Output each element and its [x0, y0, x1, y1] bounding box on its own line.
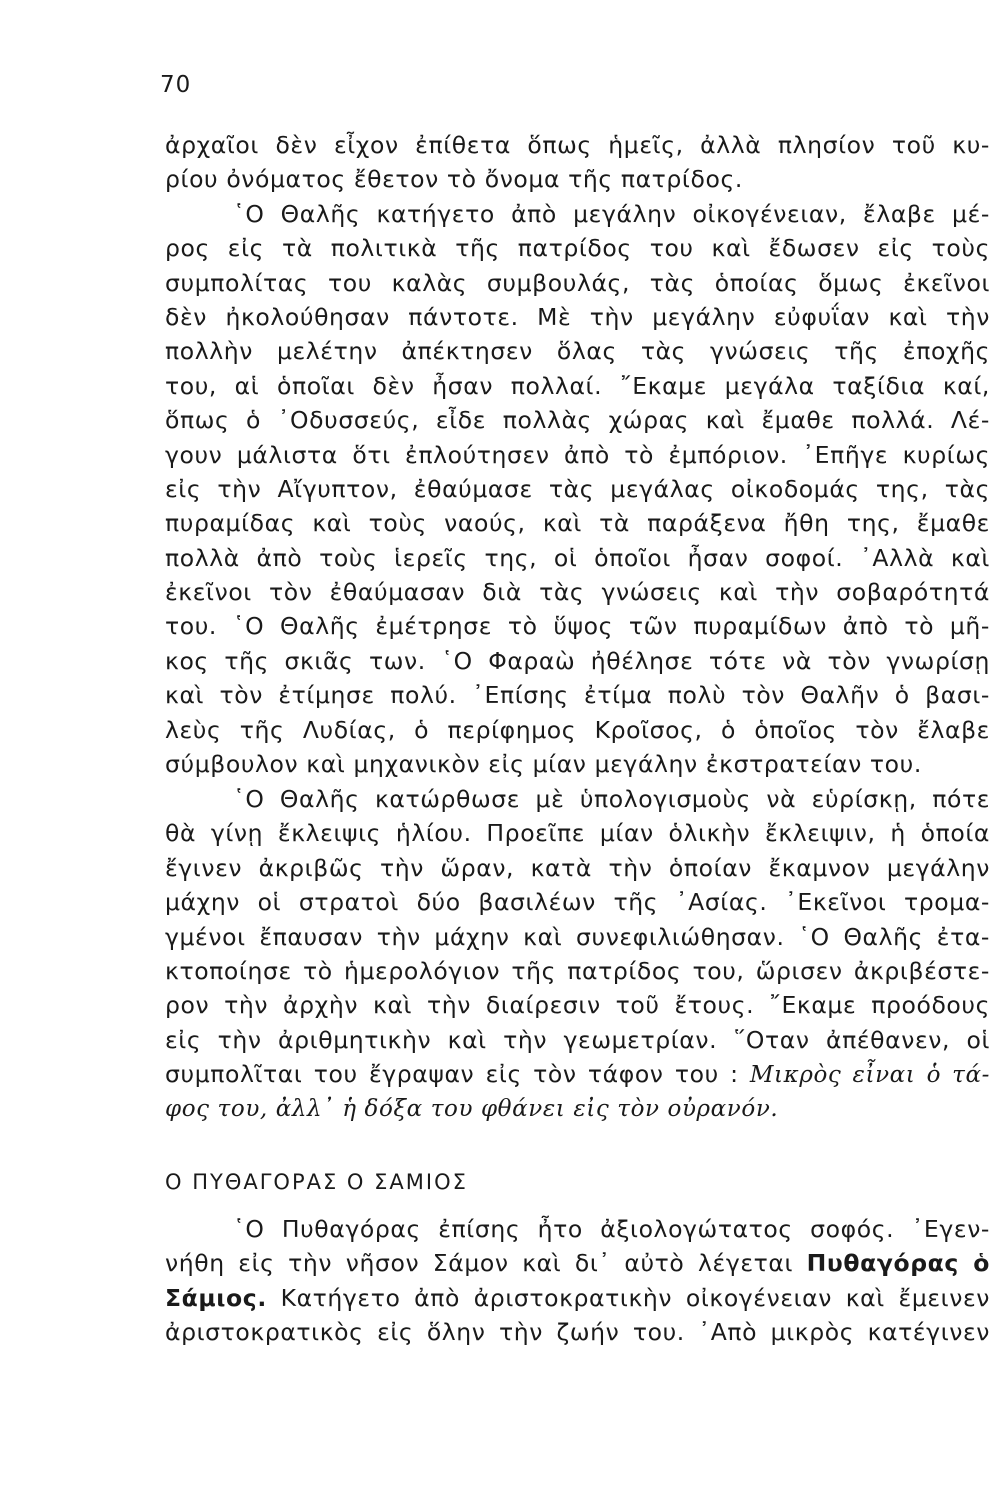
text-line: ῾Ο Πυθαγόρας ἐπίσης ἦτο ἀξιολογώτατος σοφός. ᾿Εγεν-	[233, 1215, 990, 1243]
text-line: ῾Ο Θαλῆς κατήγετο ἀπὸ μεγάλην οἰκογένειαν, ἔλαβε μέ-	[233, 199, 990, 228]
page-number: 70	[160, 72, 192, 98]
text-line: ἐκεῖνοι τὸν ἐθαύμασαν διὰ τὰς γνώσεις καὶ τὴν σοβαρότητά	[165, 578, 990, 607]
text-line: ῾Ο Θαλῆς κατώρθωσε μὲ ὑπολογισμοὺς νὰ εὑρίσκῃ, πότε	[233, 785, 990, 813]
text-line: ὅπως ὁ ᾿Οδυσσεύς, εἶδε πολλὰς χώρας καὶ ἔμαθε πολλά. Λέ-	[165, 406, 990, 435]
text-line	[165, 1057, 990, 1091]
bold-name: Πυθαγόρας ὁ	[806, 1249, 991, 1278]
text-line: ἀρχαῖοι δὲν εἶχον ἐπίθετα ὅπως ἡμεῖς, ἀλλὰ πλησίον τοῦ κυ-	[165, 131, 990, 159]
text-line: πολλὰ ἀπὸ τοὺς ἱερεῖς της, οἱ ὁποῖοι ἦσαν σοφοί. ᾿Αλλὰ καὶ	[165, 543, 990, 572]
text-line: του, αἱ ὁποῖαι δὲν ἦσαν πολλαί. ῎Εκαμε μεγάλα ταξίδια καί,	[165, 371, 990, 400]
paragraph-pythagoras	[165, 1212, 990, 1350]
text-line: κος τῆς σκιᾶς των. ῾Ο Φαραὼ ἠθέλησε τότε νὰ τὸν γνωρίσῃ	[165, 646, 990, 675]
epitaph-text: Μικρὸς εἶναι ὁ τά-	[749, 1062, 990, 1089]
text-line: λεὺς τῆς Λυδίας, ὁ περίφημος Κροῖσος, ὁ ὁποῖος τὸν ἔλαβε	[165, 715, 990, 744]
bold-name: Σάμιος.	[165, 1283, 267, 1312]
text-line: μάχην οἱ στρατοὶ δύο βασιλέων τῆς ᾿Ασίας. ᾿Εκεῖνοι τρομα-	[165, 888, 990, 917]
text-line: πολλὴν μελέτην ἀπέκτησεν ὅλας τὰς γνώσεις τῆς ἐποχῆς	[165, 337, 990, 366]
text-line: γουν μάλιστα ὅτι ἐπλούτησεν ἀπὸ τὸ ἐμπόριον. ᾿Επῆγε κυρίως	[165, 440, 990, 469]
text-line: εἰς τὴν Αἴγυπτον, ἐθαύμασε τὰς μεγάλας οἰκοδομάς της, τὰς	[165, 474, 990, 503]
text-line: εἰς τὴν ἀριθμητικὴν καὶ τὴν γεωμετρίαν. ῞Οταν ἀπέθανεν, οἱ	[165, 1025, 990, 1054]
section-heading: Ο ΠΥΘΑΓΟΡΑΣ Ο ΣΑΜΙΟΣ	[165, 1170, 468, 1194]
text-line: του. ῾Ο Θαλῆς ἐμέτρησε τὸ ὕψος τῶν πυραμίδων ἀπὸ τὸ μῆ-	[165, 612, 990, 641]
text-line: συμπολίτας του καλὰς συμβουλάς, τὰς ὁποίας ὅμως ἐκεῖνοι	[165, 268, 990, 297]
text-line: ἀριστοκρατικὸς εἰς ὅλην τὴν ζωήν του. ᾿Απὸ μικρὸς κατέγινεν	[165, 1318, 990, 1347]
paragraph-eclipse	[165, 782, 990, 1126]
text-line: θὰ γίνῃ ἔκλειψις ἡλίου. Προεῖπε μίαν ὁλικὴν ἔκλειψιν, ἡ ὁποία	[165, 819, 990, 848]
text-line: δὲν ἠκολούθησαν πάντοτε. Μὲ τὴν μεγάλην εὐφυΐαν καὶ τὴν	[165, 302, 990, 331]
text-line: ρίου ὀνόματος ἔθετον τὸ ὄνομα τῆς πατρίδος.	[165, 165, 743, 194]
text-line: καὶ τὸν ἐτίμησε πολύ. ᾿Επίσης ἐτίμα πολὺ τὸν Θαλῆν ὁ βασι-	[165, 681, 990, 710]
text-line: ἔγινεν ἀκριβῶς τὴν ὥραν, κατὰ τὴν ὁποίαν ἔκαμνον μεγάλην	[165, 853, 990, 882]
paragraph-origins	[165, 128, 990, 781]
text-line: κτοποίησε τὸ ἡμερολόγιον τῆς πατρίδος του, ὥρισεν ἀκριβέστε-	[165, 956, 990, 985]
text-line-start: συμπολῖται του ἔγραψαν εἰς τὸν τάφον του :	[165, 1060, 750, 1089]
text-line: ρος εἰς τὰ πολιτικὰ τῆς πατρίδος του καὶ ἔδωσεν εἰς τοὺς	[165, 234, 990, 263]
epitaph-text: φος του, ἀλλ᾿ ἡ δόξα του φθάνει εἰς τὸν οὐρανόν.	[165, 1095, 779, 1122]
text-line	[165, 1281, 990, 1315]
text-line	[165, 1246, 990, 1280]
text-line: σύμβουλον καὶ μηχανικὸν εἰς μίαν μεγάλην ἐκστρατείαν του.	[165, 750, 922, 779]
text-line-end: Κατήγετο ἀπὸ ἀριστοκρατικὴν οἰκογένειαν καὶ ἔμεινεν	[266, 1283, 990, 1312]
text-line: γμένοι ἔπαυσαν τὴν μάχην καὶ συνεφιλιώθησαν. ῾Ο Θαλῆς ἐτα-	[165, 922, 990, 951]
text-line-start: νήθη εἰς τὴν νῆσον Σάμον καὶ δι᾿ αὐτὸ λέγεται	[165, 1249, 807, 1278]
text-line: ρον τὴν ἀρχὴν καὶ τὴν διαίρεσιν τοῦ ἔτους. ῎Εκαμε προόδους	[165, 991, 990, 1020]
text-line: πυραμίδας καὶ τοὺς ναούς, καὶ τὰ παράξενα ἤθη της, ἔμαθε	[165, 509, 990, 538]
